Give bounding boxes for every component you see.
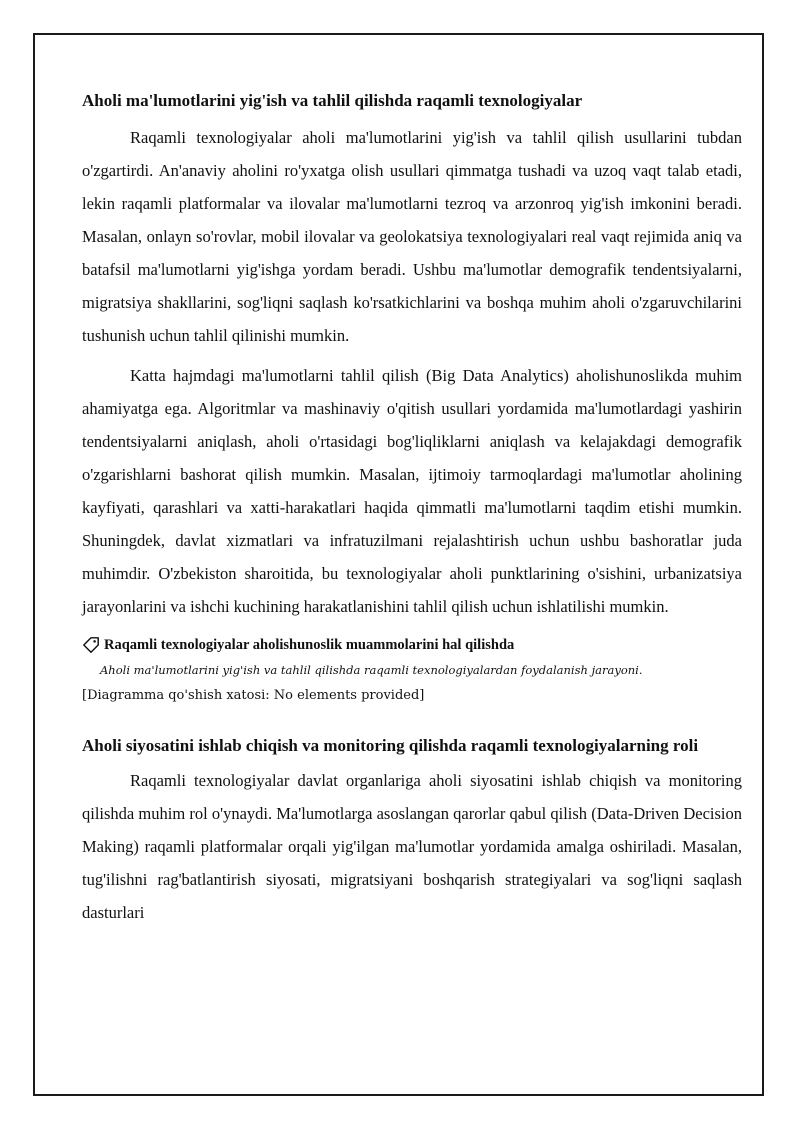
tag-icon	[82, 636, 100, 654]
section-heading-data-collection: Aholi ma'lumotlarini yig'ish va tahlil qilishda raqamli texnologiyalar	[82, 91, 583, 110]
diagram-title-text: Raqamli texnologiyalar aholishunoslik muammolarini hal qilishda	[104, 637, 515, 653]
paragraph-digital-collection: Raqamli texnologiyalar aholi ma'lumotlarini yig'ish va tahlil qilish usullarini tubdan o'zgartirdi. An'anaviy aholini ro'yxatga olish usullari qimmatga tushadi va uzoq vaqt talab etadi, lekin raqamli platformalar va ilovalar ma'lumotlarni tezroq va arzonroq yig'ish imkonini beradi. Masalan, onlayn so'rovlar, mobil ilovalar va geolokatsiya texnologiyalari real vaqt rejimida aniq va batafsil ma'lumotlarni yig'ishga yordam beradi. Ushbu ma'lumotlar demografik tendentsiyalarni, migratsiya shakllarini, sog'liqni saqlash ko'rsatkichlarini va boshqa muhim aholi o'zgaruvchilarini tushunish uchun tahlil qilinishi mumkin.	[82, 128, 742, 345]
diagram-error-message: [Diagramma qo'shish xatosi: No elements provided]	[82, 688, 425, 703]
paragraph-big-data: Katta hajmdagi ma'lumotlarni tahlil qilish (Big Data Analytics) aholishunoslikda muhim ahamiyatga ega. Algoritmlar va mashinaviy o'qitish usullari yordamida ma'lumotlardagi yashirin tendentsiyalarni aniqlash, aholi o'rtasidagi bog'liqliklarni aniqlash va kelajakdagi demografik o'zgarishlarni bashorat qilish mumkin. Masalan, ijtimoiy tarmoqlardagi ma'lumotlar aholining kayfiyati, qarashlari va xatti-harakatlari haqida qimmatli ma'lumotlarni taqdim etishi mumkin. Shuningdek, davlat xizmatlari va infratuzilmani rejalashtirish uchun ushbu bashoratlar juda muhimdir. O'zbekiston sharoitida, bu texnologiyalar aholi punktlarining o'sishini, urbanizatsiya jarayonlarini va ishchi kuchining harakatlanishini tahlil qilish uchun ishlatilishi mumkin.	[82, 366, 742, 616]
diagram-placeholder	[82, 635, 742, 705]
diagram-caption: Aholi ma'lumotlarini yig'ish va tahlil qilishda raqamli texnologiyalardan foydalanish jarayoni.	[100, 663, 643, 677]
diagram-title	[82, 635, 742, 655]
section-heading-policy: Aholi siyosatini ishlab chiqish va monitoring qilishda raqamli texnologiyalarning roli	[82, 736, 699, 755]
paragraph-policy: Raqamli texnologiyalar davlat organlariga aholi siyosatini ishlab chiqish va monitoring qilishda muhim rol o'ynaydi. Ma'lumotlarga asoslangan qarorlar qabul qilish (Data-Driven Decision Making) raqamli platformalar orqali yig'ilgan ma'lumotlar yordamida amalga oshiriladi. Masalan, tug'ilishni rag'batlantirish siyosati, migratsiyani boshqarish strategiyalari va sog'liqni saqlash dasturlari	[82, 771, 742, 922]
document-body	[82, 88, 742, 929]
